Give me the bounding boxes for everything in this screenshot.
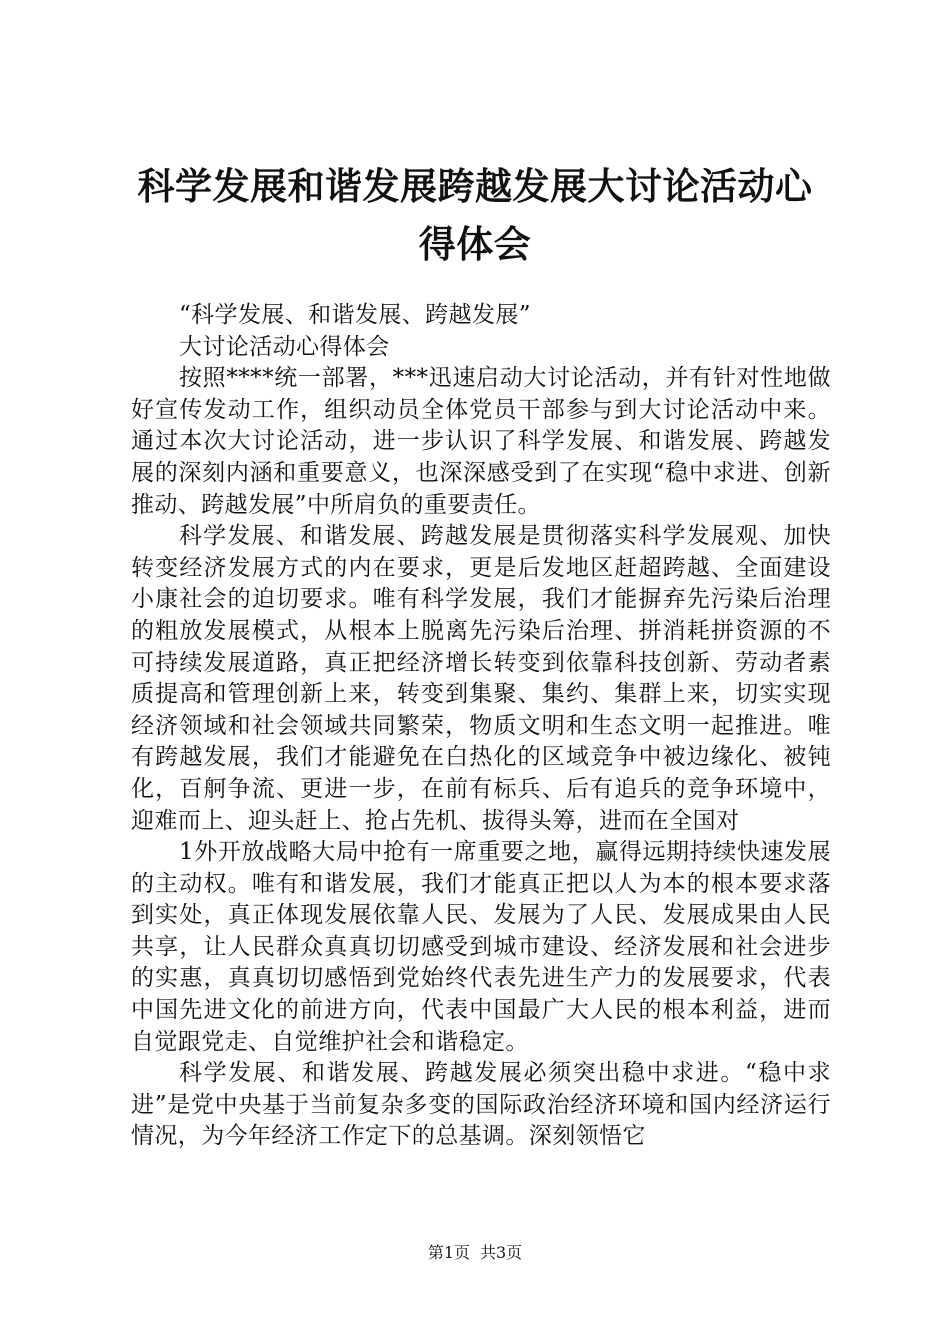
body-paragraph: 大讨论活动心得体会 <box>179 333 390 360</box>
body-paragraph: 科学发展、和谐发展、跨越发展必须突出稳中求进。“稳中求进”是党中央基于当前复杂多变的国际政治经济环境和国内经济运行情况，为今年经济工作定下的总基调。深刻领悟它 <box>131 1060 831 1150</box>
page-number: 第1页 <box>427 1243 470 1262</box>
body-paragraph: “科学发展、和谐发展、跨越发展” <box>179 302 531 328</box>
document-title: 科学发展和谐发展跨越发展大讨论活动心得体会 <box>137 165 813 266</box>
page-total: 共3页 <box>480 1243 523 1262</box>
page-footer <box>0 1243 950 1263</box>
body-paragraph: 按照****统一部署，***迅速启动大讨论活动，并有针对性地做好宣传发动工作，组织动员全体党员干部参与到大讨论活动中来。通过本次大讨论活动，进一步认识了科学发展、和谐发展、跨越发展的深刻内涵和重要意义，也深深感受到了在实现“稳中求进、创新推动、跨越发展”中所肩负的重要责任。 <box>131 365 831 518</box>
body-paragraph: 1外开放战略大局中抢有一席重要之地，赢得远期持续快速发展的主动权。唯有和谐发展，我们才能真正把以人为本的根本要求落到实处，真正体现发展依靠人民、发展为了人民、发展成果由人民共享，让人民群众真真切切感受到城市建设、经济发展和社会进步的实惠，真真切切感悟到党始终代表先进生产力的发展要求，代表中国先进文化的前进方向，代表中国最广大人民的根本利益，进而自觉跟党走、自觉维护社会和谐稳定。 <box>131 839 831 1055</box>
body-paragraph: 科学发展、和谐发展、跨越发展是贯彻落实科学发展观、加快转变经济发展方式的内在要求，更是后发地区赶超跨越、全面建设小康社会的迫切要求。唯有科学发展，我们才能摒弃先污染后治理的粗放发展模式，从根本上脱离先污染后治理、拼消耗拼资源的不可持续发展道路，真正把经济增长转变到依靠科技创新、劳动者素质提高和管理创新上来，转变到集聚、集约、集群上来，切实实现经济领域和社会领域共同繁荣，物质文明和生态文明一起推进。唯有跨越发展，我们才能避免在白热化的区域竞争中被边缘化、被钝化，百舸争流、更进一步，在前有标兵、后有追兵的竞争环境中，迎难而上、迎头赶上、抢占先机、拔得头筹，进而在全国对 <box>131 523 831 834</box>
document-body <box>131 300 831 1153</box>
